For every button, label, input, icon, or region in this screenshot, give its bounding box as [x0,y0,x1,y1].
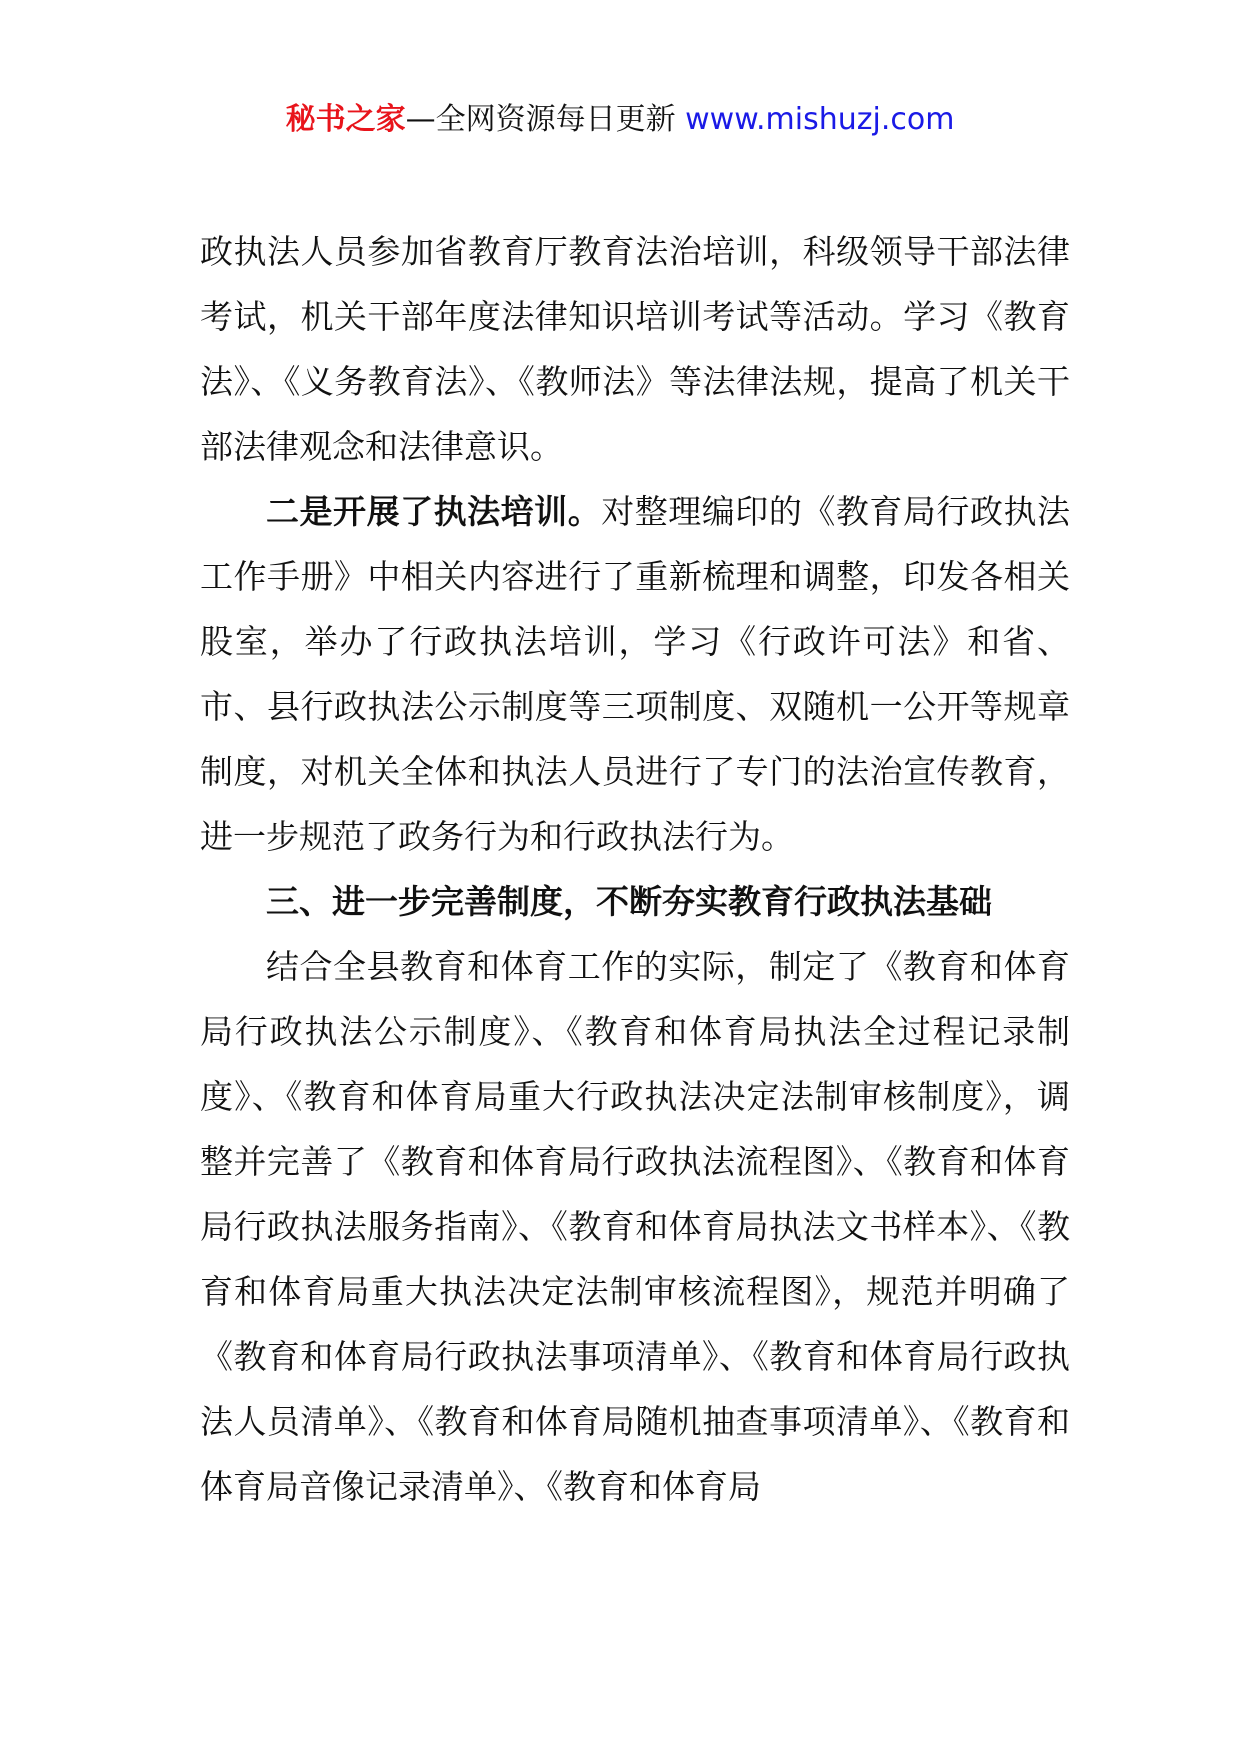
page-header [0,100,1240,140]
paragraph-2-text: 对整理编印的《教育局行政执法工作手册》中相关内容进行了重新梳理和调整，印发各相关股室，举办了行政执法培训，学习《行政许可法》和省、市、县行政执法公示制度等三项制度、双随机一公开等规章制度，对机关全体和执法人员进行了专门的法治宣传教育，进一步规范了政务行为和行政执法行为。 [200,492,1071,856]
section-heading-3: 三、进一步完善制度，不断夯实教育行政执法基础 [266,882,992,921]
paragraph-2-lead: 二是开展了执法培训。 [266,492,602,531]
paragraph-1: 政执法人员参加省教育厅教育法治培训，科级领导干部法律考试，机关干部年度法律知识培训考试等活动。学习《教育法》、《义务教育法》、《教师法》等法律法规，提高了机关干部法律观念和法律意识。 [200,232,1070,466]
paragraph-2 [200,479,1070,869]
site-url-link[interactable]: www.mishuzj.com [685,102,955,137]
paragraph-3: 结合全县教育和体育工作的实际，制定了《教育和体育局行政执法公示制度》、《教育和体育局执法全过程记录制度》、《教育和体育局重大行政执法决定法制审核制度》，调整并完善了《教育和体育局行政执法流程图》、《教育和体育局行政执法服务指南》、《教育和体育局执法文书样本》、《教育和体育局重大执法决定法制审核流程图》，规范并明确了《教育和体育局行政执法事项清单》、《教育和体育局行政执法人员清单》、《教育和体育局随机抽查事项清单》、《教育和体育局音像记录清单》、《教育和体育局 [200,947,1070,1506]
header-tagline: —全网资源每日更新 [405,102,676,137]
document-body [200,219,1070,1519]
brand-name: 秘书之家 [285,102,406,137]
